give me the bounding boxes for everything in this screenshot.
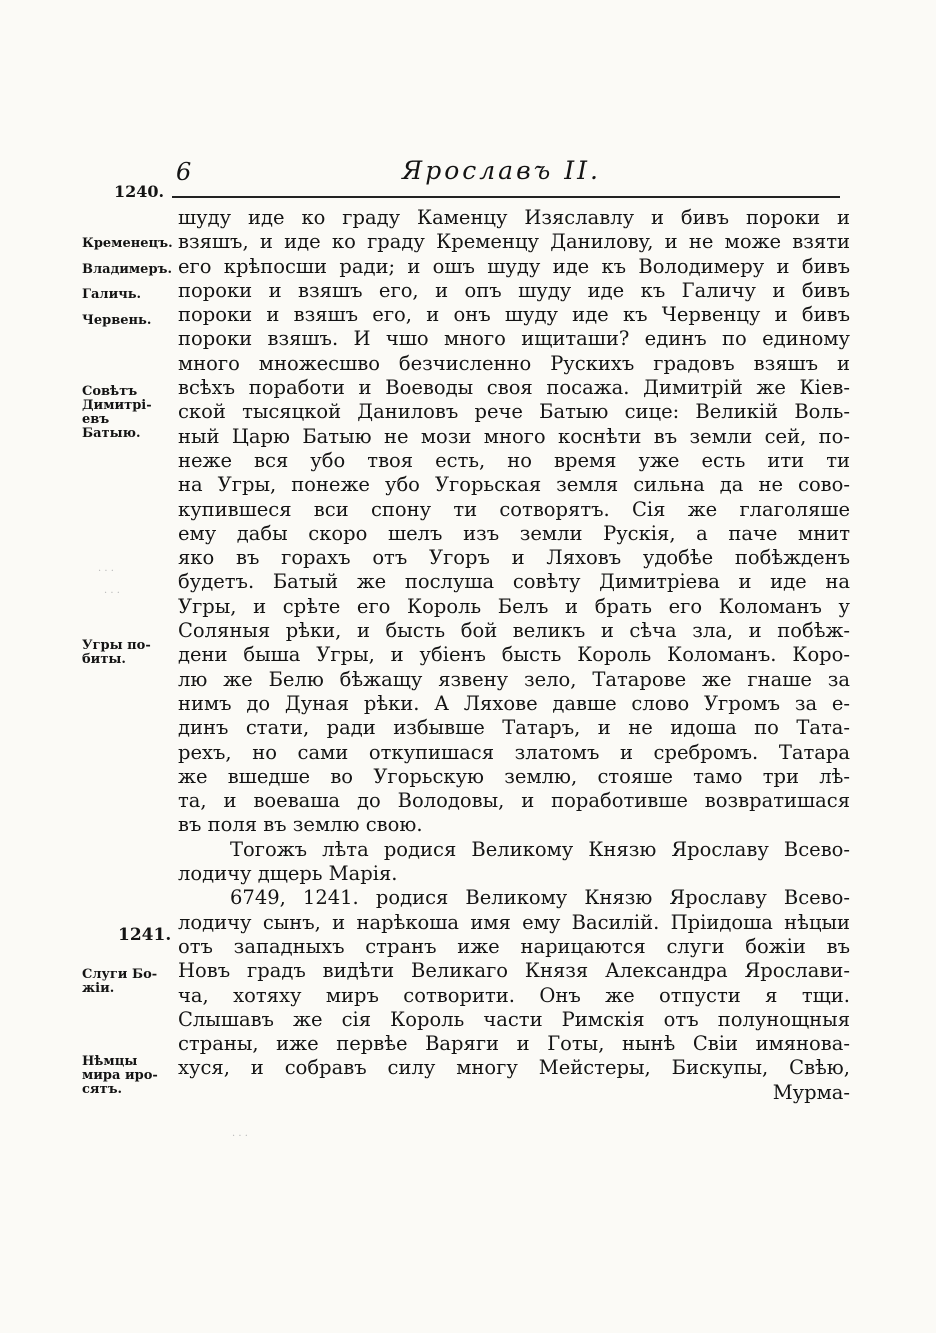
text-line: яко въ горахъ отъ Угоръ и Ляховъ удобѣе побѣжденъ	[178, 546, 850, 570]
text-line: въ поля въ землю свою.	[178, 813, 423, 837]
text-line: ча, хотяху миръ сотворити. Онъ же отпусти я тщи.	[178, 983, 850, 1007]
text-line: неже вся убо твоя есть, но время уже есть ити ти	[178, 448, 850, 472]
text-line: Угры, и срѣте его Король Белъ и брать его Коломанъ у	[178, 594, 850, 618]
margin-note-germans-ask-peace: Нѣмцы мира иро- сятъ.	[82, 1055, 158, 1097]
text-line: Соляныя рѣки, и бысть бой великъ и сѣча зла, и побѣж-	[178, 619, 850, 643]
text-line: пороки и взяшъ его, и опъ шуду иде къ Галичу и бивъ	[178, 278, 850, 302]
margin-note-vladimir: Владимеръ.	[82, 263, 173, 277]
header-rule	[172, 196, 840, 198]
text-line: лю же Белю бѣжащу язвену зело, Татарове же гнаше за	[178, 667, 850, 691]
text-line: та, и воеваша до Володовы, и поработивше возвратишася	[178, 789, 850, 813]
text-line: лодичу дщерь Марiя.	[178, 862, 398, 886]
text-line: всѣхъ поработи и Воеводы своя посажа. Димитрiй же Кiев-	[178, 376, 850, 400]
text-line: на Угры, понеже убо Угорьская земля сильна да не сово-	[178, 473, 850, 497]
text-line: дени быша Угры, и убiенъ бысть Король Коломанъ. Коро-	[178, 643, 850, 667]
text-line: лодичу сынъ, и нарѣкоша имя ему Василiй. Прiидоша нѣцыи	[178, 910, 850, 934]
margin-note-hungarians-beaten: Угры по- биты.	[82, 639, 151, 667]
margin-note-galich: Галичь.	[82, 288, 142, 302]
text-line: много множесшво безчисленно Руcкихъ градовъ взяшъ и	[178, 351, 850, 375]
text-line: пороки взяшъ. И чшо много ищиташи? единъ по единому	[178, 327, 850, 351]
text-line: ему дабы скоро шелъ изъ земли Рускiя, а паче мнит	[178, 521, 850, 545]
text-line: рехъ, но сами откупишася златомъ и сребромъ. Татара	[178, 740, 850, 764]
text-line: отъ западныхъ странъ иже нарицаются слуги божiи въ	[178, 934, 850, 958]
catchword: Мурма-	[772, 1080, 850, 1104]
margin-note-servants-of-god: Слуги Бо- жiи.	[82, 968, 158, 996]
margin-note-dimitri-advice: Совѣтъ Димитрi- евъ Батыю.	[82, 385, 152, 441]
text-line: взяшъ, и иде ко граду Кременцу Даниловy, и не може взяти	[178, 230, 850, 254]
running-title: Ярославъ II.	[402, 156, 601, 185]
text-line: 6749, 1241. родися Великому Князю Ярославу Всево-	[230, 886, 850, 910]
print-speck: · · ·	[104, 588, 120, 599]
page-number: 6	[176, 158, 192, 186]
text-line: Новъ градъ видѣти Великаго Князя Александра Ярослави-	[178, 959, 850, 983]
margin-note-kremenets: Кременецъ.	[82, 237, 173, 251]
text-line: Тогожъ лѣта родися Великому Князю Ярославу Всево-	[230, 837, 850, 861]
year-marker-1240: 1240.	[114, 182, 165, 201]
text-line: пороки и взяшъ его, и онъ шуду иде къ Червенцу и бивъ	[178, 303, 850, 327]
print-speck: · · ·	[232, 1131, 248, 1142]
year-marker-1241: 1241.	[118, 925, 172, 945]
print-speck: · · ·	[98, 566, 114, 577]
text-line: Слышавъ же сiя Король части Римскiя отъ полунощныя	[178, 1007, 850, 1031]
text-line: динъ стати, ради избывше Татаръ, и не идоша по Тата-	[178, 716, 850, 740]
text-line: его крѣпосши ради; и ошъ шуду иде къ Володимеру и бивъ	[178, 254, 850, 278]
text-line: страны, иже первѣе Варяги и Готы, нынѣ Свiи имянова-	[178, 1032, 850, 1056]
margin-note-chervень: Червень.	[82, 314, 152, 328]
text-line: будетъ. Батый же послуша совѣту Димитрiева и иде на	[178, 570, 850, 594]
text-line: ный Царю Батыю не мози много коснѣти въ земли сей, по-	[178, 424, 850, 448]
text-line: же вшедше во Угорьскую землю, стояше тамо три лѣ-	[178, 764, 850, 788]
text-line: купившеся вси спону ти сотворятъ. Сiя же глаголяше	[178, 497, 850, 521]
text-line: ской тысяцкой Даниловъ рече Батыю сице: Великiй Воль-	[178, 400, 850, 424]
text-line: хуся, и собравъ силу многу Мейстеры, Бискупы, Свѣю,	[178, 1056, 850, 1080]
main-text	[178, 206, 850, 1105]
text-line: нимъ до Дуная рѣки. А Ляхове давше слово Угромъ за е-	[178, 691, 850, 715]
text-line: шуду иде ко граду Каменцу Изяславлу и бивъ пороки и	[178, 206, 850, 229]
